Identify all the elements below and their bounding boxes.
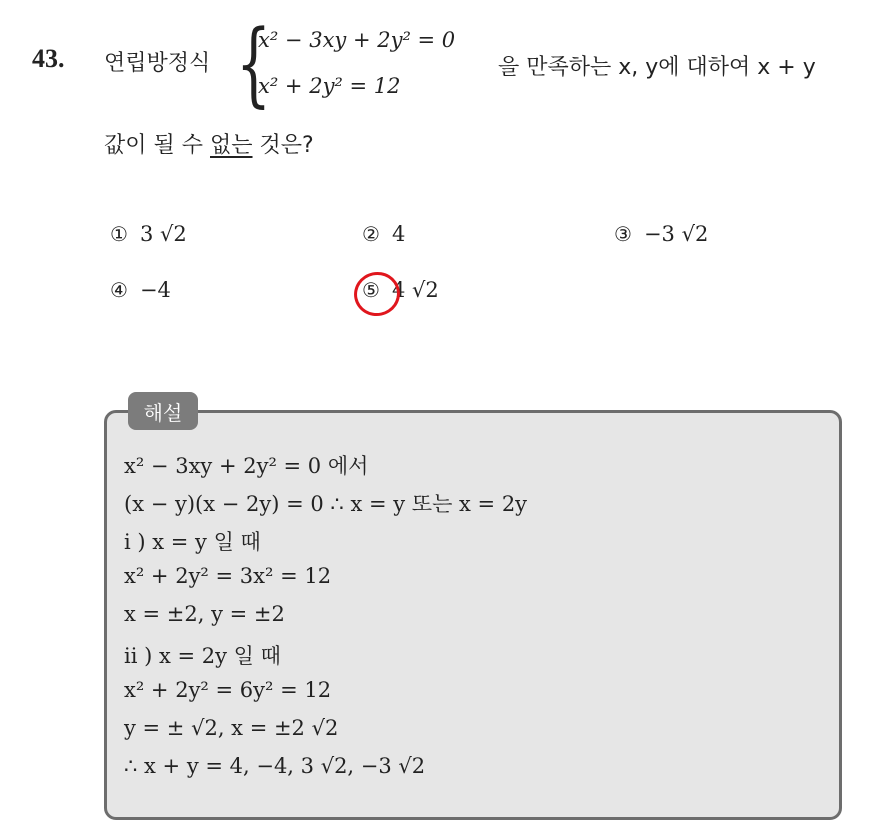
- problem-number: 43.: [32, 44, 65, 73]
- choice-mark: ⑤: [362, 278, 380, 302]
- choice-1[interactable]: [110, 222, 187, 246]
- choice-value: 4 √2: [391, 278, 439, 302]
- solution-line: ∴ x + y = 4, −4, 3 √2, −3 √2: [124, 754, 426, 778]
- solution-line: x² − 3xy + 2y² = 0 에서: [124, 454, 369, 478]
- solution-line: ii ) x = 2y 일 때: [124, 644, 281, 668]
- choice-mark: ①: [110, 222, 128, 246]
- problem-prefix: 연립방정식: [104, 51, 211, 76]
- choice-value: 4: [391, 222, 406, 246]
- solution-tag: 해설: [128, 392, 198, 430]
- choice-mark: ④: [110, 278, 128, 302]
- solution-line: x = ±2, y = ±2: [124, 602, 285, 626]
- solution-line: y = ± √2, x = ±2 √2: [124, 716, 339, 740]
- solution-line: i ) x = y 일 때: [124, 530, 261, 554]
- choice-2[interactable]: [362, 222, 405, 246]
- underlined-word: 없는: [210, 133, 253, 158]
- choice-value: 3 √2: [139, 222, 187, 246]
- choice-value: −3 √2: [643, 222, 709, 246]
- line2-end: 것은?: [259, 133, 314, 158]
- choice-4[interactable]: [110, 278, 171, 302]
- line2-start: 값이 될 수: [104, 133, 203, 158]
- choice-3[interactable]: [614, 222, 708, 246]
- solution-line: x² + 2y² = 6y² = 12: [124, 678, 332, 702]
- system-brace: {: [236, 10, 272, 117]
- answer-circle-mark: [350, 268, 404, 321]
- solution-line: (x − y)(x − 2y) = 0 ∴ x = y 또는 x = 2y: [124, 492, 528, 516]
- equation-2: x² + 2y² = 12: [258, 74, 401, 98]
- solution-line: x² + 2y² = 3x² = 12: [124, 564, 332, 588]
- choice-value: −4: [139, 278, 171, 302]
- choice-mark: ③: [614, 222, 632, 246]
- problem-suffix: 을 만족하는 x, y에 대하여 x + y: [498, 55, 816, 80]
- choice-mark: ②: [362, 222, 380, 246]
- problem-line-2: [104, 128, 314, 159]
- equation-1: x² − 3xy + 2y² = 0: [258, 28, 456, 52]
